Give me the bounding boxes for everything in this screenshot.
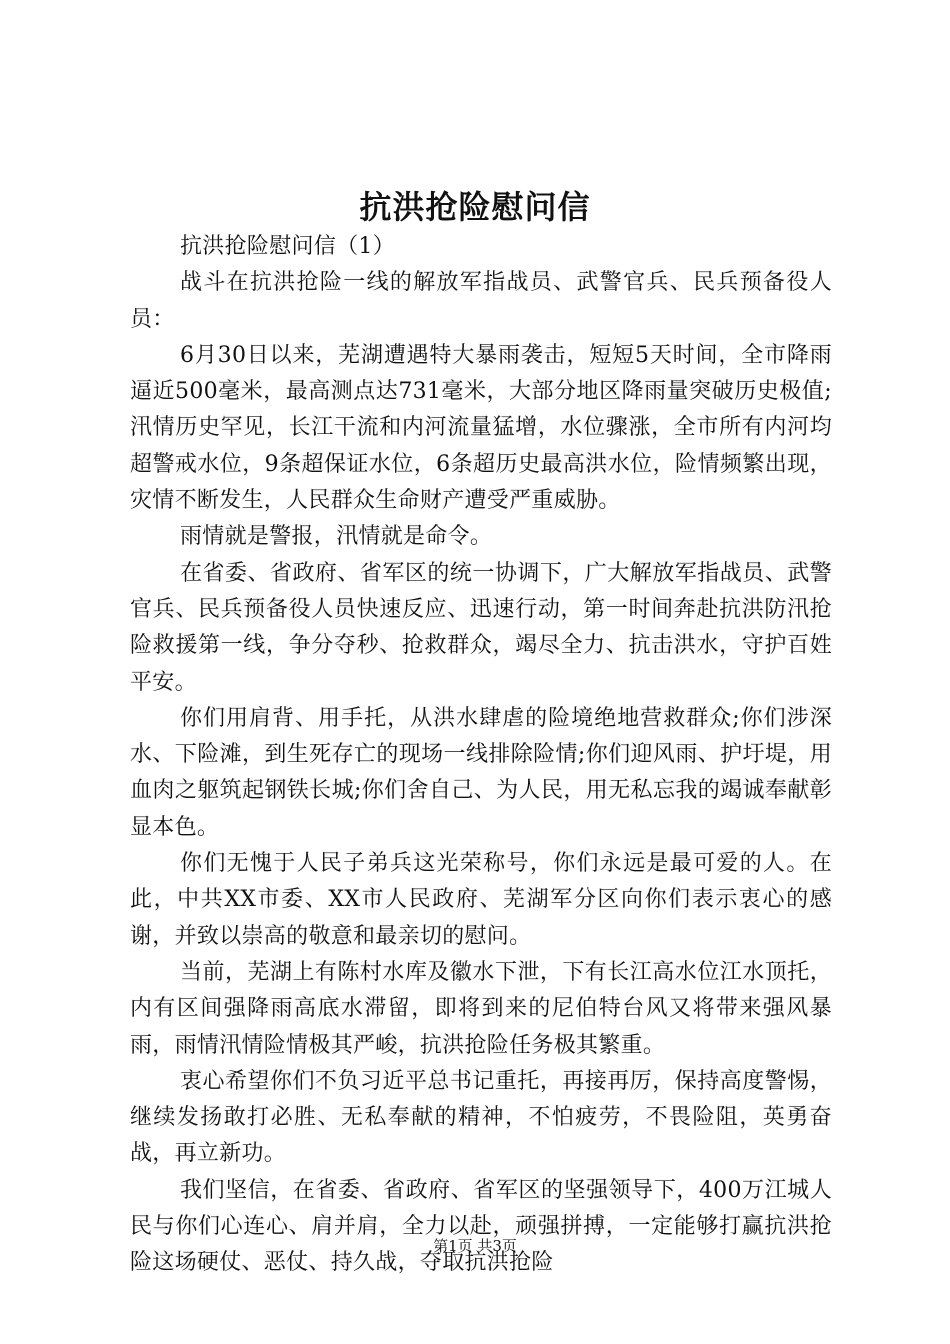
paragraph: 我们坚信，在省委、省政府、省军区的坚强领导下，400万江城人民与你们心连心、肩并肩，全力以赴，顽强拼搏，一定能够打赢抗洪抢险这场硬仗、恶仗、持久战，夺取抗洪抢险 bbox=[130, 1177, 832, 1276]
document-title: 抗洪抢险慰问信 bbox=[359, 188, 591, 226]
paragraph: 当前，芜湖上有陈村水库及徽水下泄，下有长江高水位江水顶托，内有区间强降雨高底水滞留，即将到来的尼伯特台风又将带来强风暴雨，雨情汛情险情极其严峻，抗洪抢险任务极其繁重。 bbox=[130, 959, 832, 1058]
paragraph: 雨情就是警报，汛情就是命令。 bbox=[180, 524, 493, 550]
paragraph: 你们无愧于人民子弟兵这光荣称号，你们永远是最可爱的人。在此，中共XX市委、XX市人民政府、芜湖军分区向你们表示衷心的感谢，并致以崇高的敬意和最亲切的慰问。 bbox=[130, 851, 832, 949]
document-body bbox=[130, 229, 832, 1282]
paragraph: 在省委、省政府、省军区的统一协调下，广大解放军指战员、武警官兵、民兵预备役人员快速反应、迅速行动，第一时间奔赴抗洪防汛抢险救援第一线，争分夺秒、抢救群众，竭尽全力、抗击洪水，守护百姓平安。 bbox=[130, 560, 832, 695]
paragraph: 衷心希望你们不负习近平总书记重托，再接再厉，保持高度警惕，继续发扬敢打必胜、无私奉献的精神，不怕疲劳，不畏险阻，英勇奋战，再立新功。 bbox=[130, 1068, 832, 1167]
paragraph-heading: 抗洪抢险慰问信（1） bbox=[180, 234, 395, 259]
paragraph: 你们用肩背、用手托，从洪水肆虐的险境绝地营救群众;你们涉深水、下险滩，到生死存亡的现场一线排除险情;你们迎风雨、护圩堤，用血肉之躯筑起钢铁长城;你们舍自己、为人民，用无私忘我的竭诚奉献彰显本色。 bbox=[130, 705, 832, 840]
paragraph: 6月30日以来，芜湖遭遇特大暴雨袭击，短短5天时间，全市降雨逼近500毫米，最高测点达731毫米，大部分地区降雨量突破历史极值;汛情历史罕见，长江干流和内河流量猛增，水位骤涨，全市所有内河均超警戒水位，9条超保证水位，6条超历史最高洪水位，险情频繁出现，灾情不断发生，人民群众生命财产遭受严重威胁。 bbox=[130, 342, 832, 514]
page-footer: 第1页 共3页 bbox=[433, 1237, 517, 1255]
paragraph-salutation: 战斗在抗洪抢险一线的解放军指战员、武警官兵、民兵预备役人员： bbox=[130, 270, 832, 332]
